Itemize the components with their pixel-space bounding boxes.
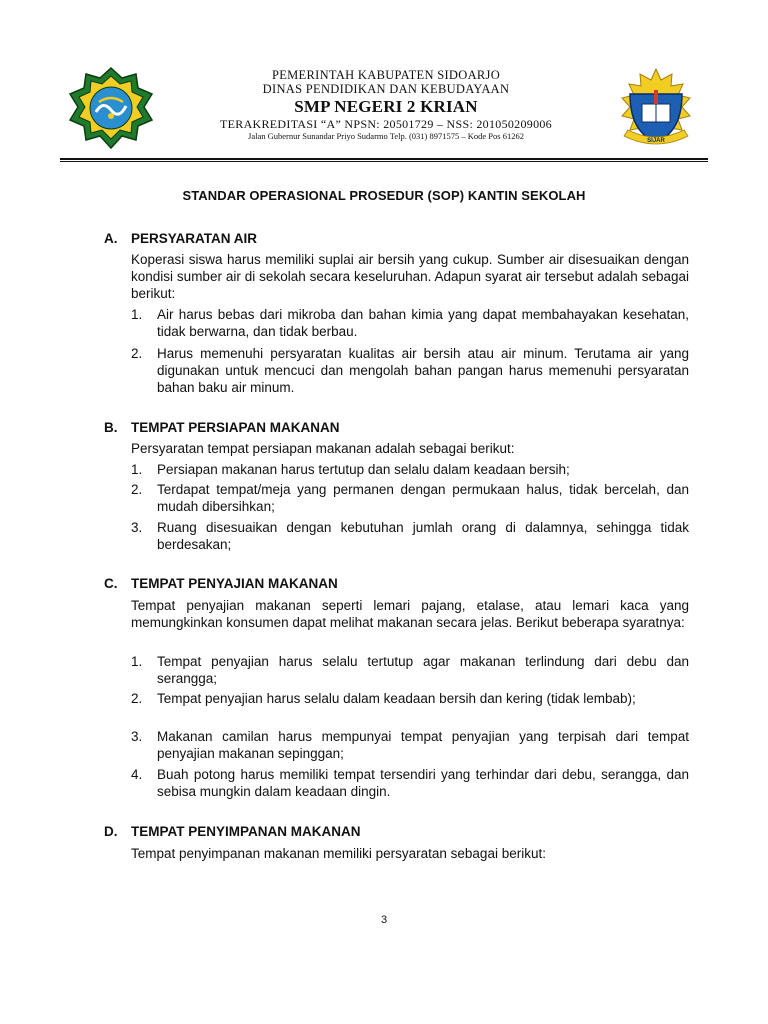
- list-item: [131, 461, 689, 478]
- list-item: [131, 690, 689, 707]
- list-number: 3.: [131, 520, 143, 535]
- school-emblem-icon: [612, 66, 700, 152]
- section-letter: C.: [104, 576, 118, 591]
- section-heading-c: [104, 576, 338, 591]
- list-number: 1.: [131, 307, 143, 322]
- letterhead: [60, 62, 708, 162]
- section-heading-d: [104, 824, 361, 839]
- list-item: [131, 653, 689, 687]
- list-number: 4.: [131, 767, 143, 782]
- list-number: 3.: [131, 729, 143, 744]
- list-number: 1.: [131, 654, 143, 669]
- list-text: Tempat penyajian harus selalu dalam keadaan bersih dan kering (tidak lembab);: [157, 691, 636, 706]
- section-title: PERSYARATAN AIR: [131, 231, 258, 246]
- list-text: Terdapat tempat/meja yang permanen dengan permukaan halus, tidak bercelah, dan mudah dibersihkan;: [157, 482, 689, 514]
- list-text: Ruang disesuaikan dengan kebutuhan jumlah orang di dalamnya, sehingga tidak berdesakan;: [157, 520, 689, 552]
- list-number: 2.: [131, 482, 143, 497]
- page-number: 3: [380, 914, 388, 926]
- list-text: Air harus bebas dari mikroba dan bahan kimia yang dapat membahayakan kesehatan, tidak berwarna, dan tidak berbau.: [157, 307, 689, 339]
- list-number: 2.: [131, 346, 143, 361]
- list-item: [131, 481, 689, 515]
- section-title: TEMPAT PENYIMPANAN MAKANAN: [131, 824, 361, 839]
- list-item: [131, 306, 689, 340]
- section-intro-c: Tempat penyajian makanan seperti lemari pajang, etalase, atau lemari kaca yang memungkinkan konsumen dapat melihat makanan secara jelas. Berikut beberapa syaratnya:: [131, 598, 689, 630]
- section-intro-d: Tempat penyimpanan makanan memiliki persyaratan sebagai berikut:: [131, 846, 546, 861]
- list-number: 1.: [131, 462, 143, 477]
- list-text: Harus memenuhi persyaratan kualitas air bersih atau air minum. Terutama air yang digunakan untuk mencuci dan mengolah bahan pangan harus memenuhi persyaratan bahan baku air minum.: [157, 346, 689, 395]
- list-text: Persiapan makanan harus tertutup dan selalu dalam keadaan bersih;: [157, 462, 570, 477]
- list-text: Buah potong harus memiliki tempat tersendiri yang terhindar dari debu, serangga, dan sebisa mungkin dalam keadaan dingin.: [157, 767, 689, 799]
- section-title: TEMPAT PENYAJIAN MAKANAN: [131, 576, 338, 591]
- section-title: TEMPAT PERSIAPAN MAKANAN: [131, 420, 340, 435]
- list-text: Tempat penyajian harus selalu tertutup agar makanan terlindung dari debu dan serangga;: [157, 654, 689, 686]
- section-intro-b: Persyaratan tempat persiapan makanan adalah sebagai berikut:: [131, 441, 515, 456]
- section-letter: D.: [104, 824, 118, 839]
- list-text: Makanan camilan harus mempunyai tempat penyajian yang terpisah dari tempat penyajian makanan sepinggan;: [157, 729, 689, 761]
- list-item: [131, 766, 689, 800]
- section-heading-a: [104, 231, 257, 246]
- list-item: [131, 728, 689, 762]
- letterhead-text: [170, 68, 602, 142]
- school-name: SMP NEGERI 2 KRIAN: [294, 97, 478, 116]
- letterhead-rule: [60, 158, 708, 162]
- accreditation-line: TERAKREDITASI “A” NPSN: 20501729 – NSS: 201050209006: [220, 117, 552, 131]
- section-letter: A.: [104, 231, 118, 246]
- sidoarjo-regency-emblem-icon: [66, 66, 156, 150]
- section-intro-a: Koperasi siswa harus memiliki suplai air bersih yang cukup. Sumber air disesuaikan dengan kondisi sumber air di sekolah secara keseluruhan. Adapun syarat air tersebut adalah sebagai berikut:: [131, 252, 689, 301]
- school-address: Jalan Gubernur Sunandar Priyo Sudarmo Telp. (031) 8971575 – Kode Pos 61262: [248, 131, 524, 141]
- emblem-ribbon-text: SIJAR: [647, 138, 665, 144]
- department-name: DINAS PENDIDIKAN DAN KEBUDAYAAN: [262, 82, 510, 96]
- document-title: STANDAR OPERASIONAL PROSEDUR (SOP) KANTIN SEKOLAH: [182, 188, 586, 203]
- list-item: [131, 345, 689, 396]
- list-item: [131, 519, 689, 553]
- government-name: PEMERINTAH KABUPATEN SIDOARJO: [271, 68, 501, 82]
- list-number: 2.: [131, 691, 143, 706]
- section-heading-b: [104, 420, 340, 435]
- section-letter: B.: [104, 420, 118, 435]
